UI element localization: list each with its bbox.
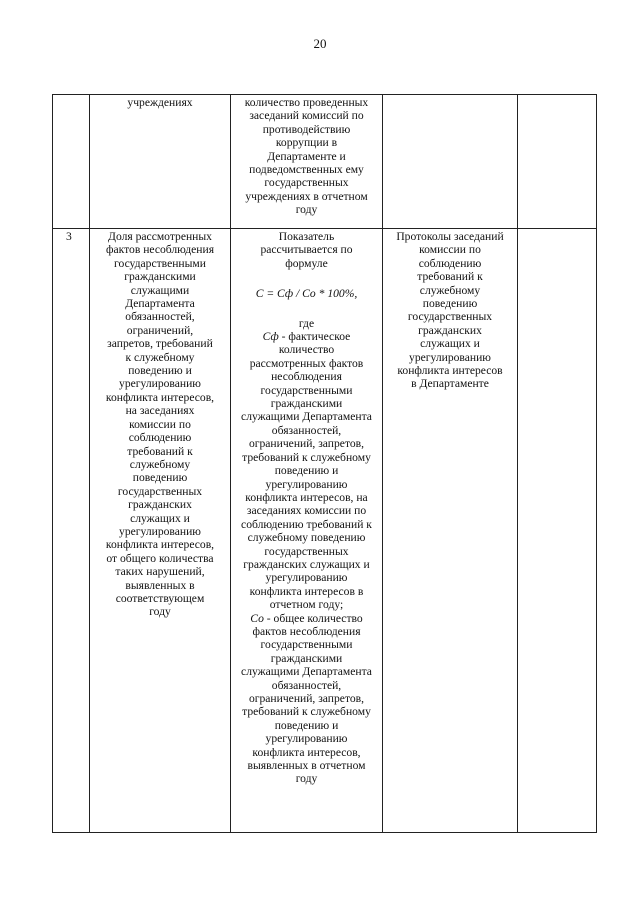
- indicator-name-cell: [90, 95, 231, 229]
- definition-total: [233, 612, 380, 786]
- data-source-cell: [383, 229, 518, 833]
- calculation-intro: Показатель рассчитывается по формуле: [260, 230, 353, 270]
- definition-total-text: - общее количество фактов несоблюдения государственными гражданскими служащими Департамента обязанностей, ограничений, запретов, требований к служебному поведению и урегулированию конфликта интересов, выявленных в отчетном году: [241, 611, 372, 786]
- calculation-text: количество проведенных заседаний комиссий по противодействию коррупции в Департаменте и подведомственных ему государственных учреждениях в отчетном году: [244, 96, 369, 217]
- calculation-method-cell: [231, 95, 383, 229]
- symbol-actual: Сф: [262, 330, 279, 344]
- table-row: [53, 229, 597, 833]
- row-number: 3: [66, 230, 72, 243]
- formula: С = Сф / Со * 100%,: [255, 287, 358, 301]
- indicator-name: Доля рассмотренных фактов несоблюдения государственными гражданскими служащими Департамента обязанностей, ограничений, запретов, требований к служебному поведению и урегулированию конфликта интересов, на заседаниях комиссии по соблюдению требований к служебному поведению государственных гражданских служащих и урегулированию конфликта интересов, от общего количества таких нарушений, выявленных в соответствующем году: [105, 230, 215, 619]
- extra-cell: [518, 229, 597, 833]
- indicator-name: учреждениях: [127, 96, 193, 109]
- formula-where: где: [298, 316, 315, 330]
- symbol-total: Со: [250, 611, 264, 625]
- data-source-cell: [383, 95, 518, 229]
- calculation-method-cell: [231, 229, 383, 833]
- indicator-table: [52, 94, 597, 833]
- definition-actual: [233, 330, 380, 612]
- indicator-name-cell: [90, 229, 231, 833]
- row-number-cell: [53, 229, 90, 833]
- data-source: Протоколы заседаний комиссии по соблюдению требований к служебному поведению государственных гражданских служащих и урегулированию конфликта интересов в Департаменте: [396, 230, 504, 391]
- definition-actual-text: - фактическое количество рассмотренных фактов несоблюдения государственными гражданскими служащими Департамента обязанностей, ограничений, запретов, требований к служебному поведению и урегулированию конфликта интересов, на заседаниях комиссии по соблюдению требований к служебному поведению государственных гражданских служащих и урегулированию конфликта интересов в отчетном году;: [241, 330, 372, 612]
- table-row: [53, 95, 597, 229]
- row-number-cell: [53, 95, 90, 229]
- extra-cell: [518, 95, 597, 229]
- page-number: 20: [313, 36, 327, 51]
